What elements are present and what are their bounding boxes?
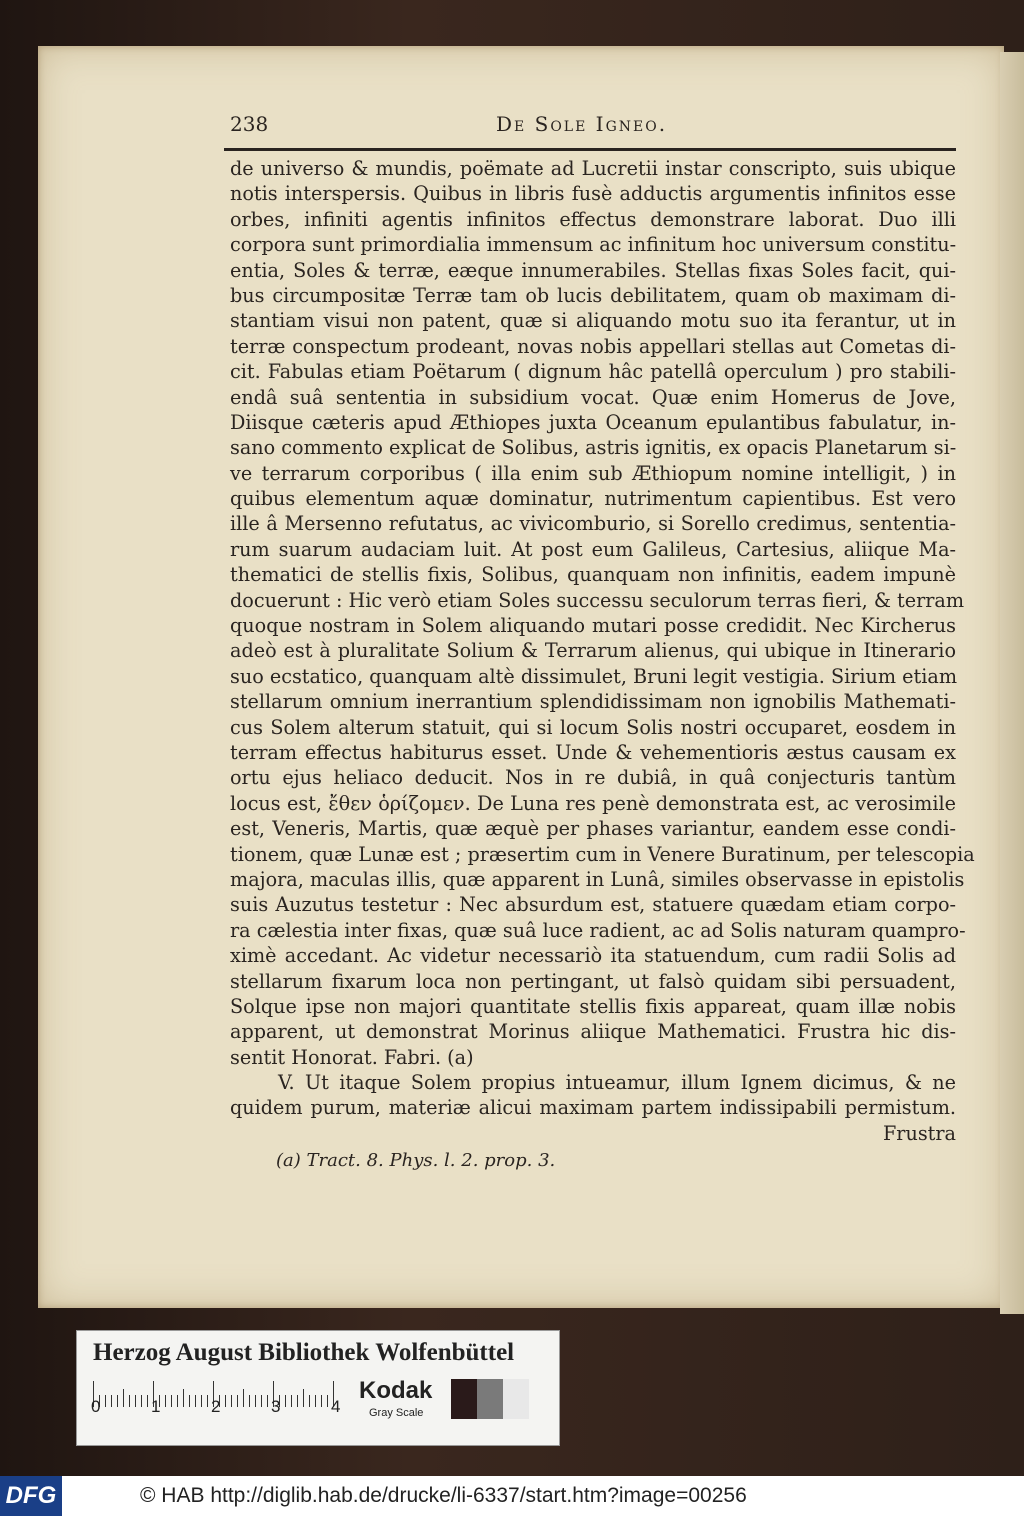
ruler-tick — [117, 1395, 118, 1407]
text-line: Diisque cæteris apud Æthiopes juxta Oceanum epulantibus fabulatur, in- — [230, 410, 956, 434]
header-rule — [224, 148, 956, 151]
ruler-tick — [177, 1395, 178, 1407]
text-line: majora, maculas illis, quæ apparent in Lunâ, similes observasse in epistolis — [230, 867, 965, 891]
footer-bar — [0, 1476, 1024, 1516]
text-line: V. Ut itaque Solem propius intueamur, illum Ignem dicimus, & ne — [278, 1071, 956, 1095]
text-line: tionem, quæ Lunæ est ; præsertim cum in Venere Buratinum, per telescopia — [230, 842, 975, 866]
text-line: quoque nostram in Solem aliquando mutari posse credidit. Nec Kircherus — [230, 614, 956, 638]
kodak-logo: Kodak — [359, 1377, 433, 1404]
text-line: stantiam visui non patent, quæ si aliquando motu suo ita ferantur, ut in — [230, 309, 956, 333]
ruler-tick — [105, 1395, 106, 1407]
ruler-tick — [315, 1395, 316, 1407]
text-line: thematici de stellis fixis, Solibus, quanquam non infinitis, eadem impunè — [230, 563, 956, 587]
gray-patch-mid — [477, 1379, 503, 1419]
ruler-tick — [123, 1389, 124, 1407]
text-line: terræ conspectum prodeant, novas nobis appellari stellas aut Cometas di- — [230, 334, 956, 358]
text-line: ortu ejus heliaco deducit. Nos in re dubiâ, in quâ conjecturis tantùm — [230, 766, 956, 790]
ruler-tick — [183, 1389, 184, 1407]
catchword: Frustra — [882, 1121, 956, 1145]
ruler-tick — [141, 1395, 142, 1407]
text-line: bus circumpositæ Terræ tam ob lucis debilitatem, quam ob maximam di- — [230, 283, 956, 307]
ruler-tick — [171, 1395, 172, 1407]
text-line: apparent, ut demonstrat Morinus aliique Mathematici. Frustra hic dis- — [230, 1020, 956, 1044]
text-line: ximè accedant. Ac videtur necessariò ita statuendum, cum radii Solis ad — [230, 944, 956, 968]
facing-page-edge — [1000, 52, 1024, 1314]
ruler-scale — [93, 1381, 353, 1421]
text-line: Solque ipse non majori quantitate stellis fixis appareat, quam illæ nobis — [230, 994, 956, 1018]
text-line: notis interspersis. Quibus in libris fusè adductis argumentis infinitos esse — [230, 182, 956, 206]
ruler-tick — [261, 1395, 262, 1407]
text-line: adeò est à pluralitate Solium & Terrarum alienus, qui ubique in Itinerario — [230, 639, 956, 663]
dfg-logo[interactable]: DFG — [0, 1476, 62, 1516]
text-line: terram effectus habiturus esset. Unde & vehementioris æstus causam ex — [230, 740, 956, 764]
text-line: suo ecstatico, quanquam altè dissimulet, Bruni legit vestigia. Sirium etiam — [230, 664, 958, 688]
ruler-number: 2 — [211, 1397, 221, 1416]
running-head: De Sole Igneo. — [496, 112, 668, 136]
ruler-number: 4 — [331, 1397, 341, 1416]
footnote: (a) Tract. 8. Phys. l. 2. prop. 3. — [276, 1150, 556, 1171]
text-line: est, Veneris, Martis, quæ æquè per phases variantur, eandem esse condi- — [230, 817, 956, 841]
ruler-tick — [189, 1395, 190, 1407]
ruler-tick — [207, 1395, 208, 1407]
text-line: corpora sunt primordialia immensum ac infinitum hoc universum constitu- — [230, 233, 957, 257]
ruler-number: 0 — [91, 1397, 101, 1416]
text-line: suis Auzutus testetur : Nec absurdum est, statuere quædam etiam corpo- — [230, 893, 956, 917]
color-ruler-card — [76, 1330, 560, 1446]
ruler-tick — [129, 1395, 130, 1407]
text-line: endâ suâ sententia in subsidium vocat. Quæ enim Homerus de Jove, — [230, 385, 956, 409]
text-line: sentit Honorat. Fabri. (a) — [230, 1045, 474, 1069]
ruler-tick — [249, 1395, 250, 1407]
text-line: entia, Soles & terræ, eæque innumerabiles. Stellas fixas Soles facit, qui- — [230, 258, 956, 282]
ruler-tick — [297, 1395, 298, 1407]
ruler-tick — [237, 1395, 238, 1407]
text-line: sano commento explicat de Solibus, astris ignitis, ex opacis Planetarum si- — [230, 436, 957, 460]
text-line: rum suarum audaciam luit. At post eum Galileus, Cartesius, aliique Ma- — [230, 537, 956, 561]
text-line: locus est, ἔθεν ὁρίζομεν. De Luna res penè demonstrata est, ac verosimile — [230, 791, 956, 815]
text-line: stellarum omnium inerrantium splendidissimam non ignobilis Mathemati- — [230, 690, 956, 714]
ruler-tick — [321, 1395, 322, 1407]
ruler-number: 3 — [271, 1397, 281, 1416]
ruler-tick — [231, 1395, 232, 1407]
text-line: orbes, infiniti agentis infinitos effectus demonstrare laborat. Duo illi — [230, 207, 956, 231]
ruler-tick — [255, 1395, 256, 1407]
text-line: ra cælestia inter fixas, quæ suâ luce radient, ac ad Solis naturam quampro- — [230, 918, 966, 942]
gray-patch-dark — [451, 1379, 477, 1419]
text-line: ve terrarum corporibus ( illa enim sub Æthiopum nomine intelligit, ) in — [230, 461, 956, 485]
page-header — [230, 112, 956, 140]
ruler-tick — [135, 1395, 136, 1407]
ruler-tick — [225, 1395, 226, 1407]
ruler-tick — [327, 1395, 328, 1407]
library-name: Herzog August Bibliothek Wolfenbüttel — [93, 1339, 515, 1366]
ruler-tick — [303, 1389, 304, 1407]
ruler-tick — [195, 1395, 196, 1407]
text-line: de universo & mundis, poëmate ad Lucretii instar conscripto, suis ubique — [230, 157, 956, 180]
text-line: cit. Fabulas etiam Poëtarum ( dignum hâc patellâ operculum ) pro stabili- — [230, 360, 956, 384]
text-line: docuerunt : Hic verò etiam Soles successu seculorum terras fieri, & terram — [230, 588, 965, 612]
text-line: quibus elementum aquæ dominatur, nutrimentum capientibus. Est vero — [230, 487, 956, 511]
ruler-tick — [111, 1395, 112, 1407]
text-line: quidem purum, materiæ alicui maximam partem indissipabili permistum. — [230, 1096, 956, 1120]
ruler-tick — [165, 1395, 166, 1407]
ruler-tick — [243, 1389, 244, 1407]
ruler-tick — [309, 1395, 310, 1407]
text-line: stellarum fixarum loca non pertingant, ut falsò quidam sibi persuadent, — [230, 969, 956, 993]
ruler-tick — [267, 1395, 268, 1407]
ruler-tick — [291, 1395, 292, 1407]
ruler-tick — [285, 1395, 286, 1407]
ruler-number: 1 — [151, 1397, 161, 1416]
text-line: ille â Mersenno refutatus, ac vivicomburio, si Sorello credimus, sententia- — [230, 512, 956, 536]
gray-scale-label: Gray Scale — [369, 1407, 424, 1419]
page-number: 238 — [230, 112, 269, 136]
body-text — [230, 156, 975, 1146]
gray-patch-light — [503, 1379, 529, 1419]
ruler-tick — [201, 1395, 202, 1407]
ruler-tick — [147, 1395, 148, 1407]
copyright-text: © HAB http://diglib.hab.de/drucke/li-6337/start.htm?image=00256 — [140, 1484, 747, 1507]
text-line: cus Solem alterum statuit, qui si locum Solis nostri occuparet, eosdem in — [230, 715, 956, 739]
